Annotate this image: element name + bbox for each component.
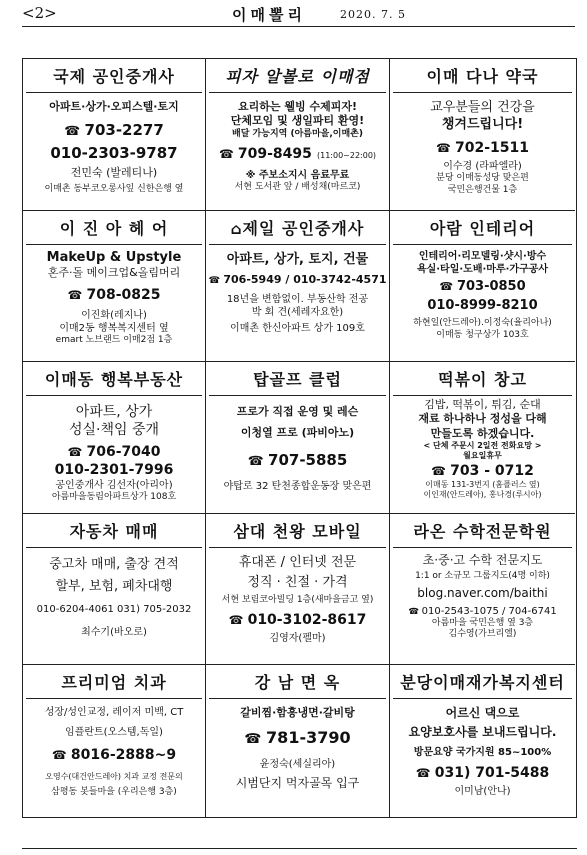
business-ad-grid [22, 58, 577, 818]
ad-owner: 공인중개사 김선자(아리아) [55, 479, 173, 491]
ad-title: 자동차 매매 [26, 516, 202, 548]
ad-title: 탑골프 클럽 [209, 364, 386, 396]
ad-card-haengbok-realty [23, 362, 206, 514]
ad-owner: 오영수(대건안드레아) 치과 교정 전문의 [45, 771, 183, 781]
ad-card-raon-math [390, 514, 575, 666]
ad-address: 이매동 131-3번지 (홈플러스 옆) [425, 480, 540, 490]
ad-card-pizza-alvolo [206, 59, 390, 211]
ad-title: ⌂ 제일 공인중개사 [209, 213, 386, 245]
ad-phone: ☎ 703 - 0712 [392, 462, 573, 480]
ad-owner: 박 회 견(세레자요한) [251, 306, 344, 318]
ad-card-tteokbokki [390, 362, 575, 514]
ad-line: 성실·책임 중개 [68, 422, 160, 439]
ad-line: 임플란트(오스템,독일) [65, 727, 163, 739]
ad-website: blog.naver.com/baithi [417, 586, 548, 601]
ad-phone: ☎ 708-0825 [25, 286, 203, 304]
ad-phone: ☎ 703-0850 [392, 279, 573, 296]
bulletin-date: 2020. 7. 5 [340, 8, 406, 21]
ad-title: 피자 알볼로 이매점 [209, 61, 386, 93]
ad-phone: ☎ 709-8495 [219, 146, 312, 162]
ad-address: 아름마을 국민은행 옆 3층 [431, 617, 534, 628]
ad-phone: ☎ 702-1511 [392, 139, 573, 157]
ad-card-jeil-realty [206, 211, 390, 363]
ad-address: 서현 보림코아빌딩 1층(새마을금고 옆) [221, 594, 374, 605]
ad-card-gangnam-myeonok [206, 665, 390, 817]
ad-title: 라온 수학전문학원 [393, 516, 572, 548]
ad-line: 성장/성인교정, 레이저 미백, CT [44, 707, 184, 719]
page-header [22, 4, 575, 27]
ad-services: 욕실·타일·도배·마루·가구공사 [416, 263, 549, 275]
ad-address: 서현 도서관 앞 / 배성채(마르코) [234, 182, 361, 193]
ad-phone: ☎ 031) 701-5488 [392, 764, 573, 782]
ad-title: 아람 인테리어 [393, 213, 572, 245]
ad-address: 이매2동 행복복지센터 옆 [59, 322, 169, 334]
ad-line: 재료 하나하나 정성을 다해 [418, 412, 547, 426]
ad-line: 어르신 댁으로 [445, 706, 520, 721]
ad-line: 프로가 직접 운영 및 레슨 [236, 405, 359, 419]
ad-closed-day: 월요일휴무 [463, 451, 502, 461]
ad-delivery-area: 배달 가능지역 (아름마을,이매촌) [232, 128, 363, 139]
ad-line: 단체모임 및 생일파티 환영! [230, 114, 365, 128]
ad-phone: ☎ 781-3790 [208, 728, 387, 749]
ad-title: 프리미엄 치과 [26, 667, 202, 699]
ad-address: 시범단지 먹자골목 입구 [235, 776, 360, 791]
ad-mobile: 010-2301-7996 [54, 461, 174, 478]
ad-title: 떡볶이 창고 [393, 364, 572, 396]
ad-address: 이매동 청구상가 103호 [436, 330, 529, 341]
ad-address: 이매촌 한신아파트 상가 109호 [230, 322, 365, 334]
ad-title: 분당이매재가복지센터 [393, 667, 572, 699]
ad-owner: 이인재(안드레아), 홍나경(루시아) [423, 490, 542, 500]
ad-card-jina-hair [23, 211, 206, 363]
ad-menu: 갈비찜·함흥냉면·갈비탕 [240, 706, 355, 720]
ad-address: 삼평동 봇들마을 (우리은행 3층) [51, 786, 177, 797]
ad-phone: ☎ 706-5949 / 010-3742-4571 [208, 273, 387, 287]
ad-card-car-sales [23, 514, 206, 666]
ad-card-premium-dental [23, 665, 206, 817]
ad-card-aram-interior [390, 211, 575, 363]
ad-notice: < 단체 주문시 2일전 전화요망 > [423, 441, 542, 451]
ad-address: 아름마을동림아파트상가 108호 [51, 491, 177, 502]
ad-address: emart 노브랜드 이매2점 1층 [55, 334, 173, 345]
ad-card-imae-welfare-center [390, 665, 575, 817]
ad-card-gukje-realty [23, 59, 206, 211]
page-bottom-rule [22, 848, 577, 849]
ad-line: 교우분들의 건강을 [430, 100, 535, 115]
ad-owner: 전민숙 (발레티나) [70, 166, 158, 180]
ad-address: 분당 이매동성당 맞은편 [436, 172, 529, 183]
ad-title: 이매 다나 약국 [393, 61, 572, 93]
ad-line: MakeUp & Upstyle [46, 249, 182, 265]
ad-card-dana-pharmacy [390, 59, 575, 211]
ad-line: 1:1 or 소규모 그룹지도(4명 이하) [415, 571, 550, 582]
ad-title: 삼대 천왕 모바일 [209, 516, 386, 548]
ad-line: 18년을 변함없이. 부동산학 전공 [226, 293, 369, 305]
ad-phone: ☎ 703-2277 [25, 121, 203, 141]
ad-mobile: 010-8999-8210 [427, 298, 538, 314]
page-number: <2> [22, 4, 57, 22]
ad-card-top-golf [206, 362, 390, 514]
ad-line: 만들도록 하겠습니다. [430, 426, 535, 440]
ad-title: 국제 공인중개사 [26, 61, 202, 93]
ad-phone: ☎ 706-7040 [25, 443, 203, 461]
ad-line: 김밥, 떡볶이, 튀김, 순대 [424, 398, 541, 412]
ad-owner: 최수기(바오로) [81, 626, 147, 638]
ad-services: 아파트, 상가, 토지, 건물 [226, 251, 369, 267]
ad-owner: 이청열 프로 (파비아노) [240, 426, 355, 440]
ad-title: 강 남 면 옥 [209, 667, 386, 699]
ad-phone: ☎ 010-3102-8617 [208, 611, 387, 629]
ad-owner: 이미남(안나) [454, 785, 511, 797]
ad-phone: ☎ 010-2543-1075 / 704-6741 [392, 605, 573, 618]
ad-address: 국민은행건물 1층 [447, 184, 518, 195]
ad-owner: 이진화(레지나) [81, 309, 147, 321]
ad-line: 할부, 보험, 폐차대행 [55, 578, 173, 594]
ad-phone: 010-6204-4061 031) 705-2032 [36, 603, 192, 615]
bulletin-title: 이매뽈리 [232, 6, 306, 24]
ad-hours: (11:00~22:00) [316, 151, 377, 161]
ad-line: 아파트, 상가 [75, 404, 153, 421]
ad-title: 이매동 행복부동산 [26, 364, 202, 396]
ad-owner: 윤정숙(세실리아) [259, 759, 336, 771]
ad-owner: 김영자(펠마) [269, 633, 326, 645]
ad-notice: ※ 주보소지시 음료무료 [245, 170, 350, 182]
ad-mobile: 010-2303-9787 [50, 143, 178, 162]
ad-line: 휴대폰 / 인터넷 전문 [238, 554, 357, 570]
ad-line: 요리하는 웰빙 수제피자! [238, 100, 357, 113]
ad-line: 중고차 매매, 출장 견적 [49, 556, 179, 572]
ad-services: 아파트·상가·오피스텔·토지 [49, 100, 179, 113]
ad-owner: 이수경 (라파엘라) [443, 160, 522, 172]
ad-address: 이매촌 동부코오롱사잎 신한은행 옆 [44, 183, 184, 194]
ad-line: 정직 · 친절 · 가격 [247, 574, 348, 590]
ad-phone: ☎ 707-5885 [208, 451, 387, 471]
ad-owner: 김수영(가브리엘) [448, 629, 517, 640]
ad-address: 야탑로 32 탄천종합운동장 맞은편 [223, 481, 372, 493]
ad-services: 인테리어·리모델링·샷시·방수 [418, 250, 547, 262]
ad-title: 이 진 아 헤 어 [26, 213, 202, 245]
ad-phone: ☎ 8016-2888~9 [25, 746, 203, 764]
ad-owner: 하현일(안드레아).이정숙(율리아나) [413, 318, 552, 329]
ad-line: 챙겨드립니다! [441, 116, 524, 132]
ad-line: 혼주·돌 메이크업&올림머리 [47, 266, 181, 280]
ad-line: 방문요양 국가지원 85~100% [413, 746, 552, 758]
ad-line: 요양보호사를 보내드립니다. [408, 724, 557, 739]
ad-line: 초·중·고 수학 전문지도 [422, 552, 543, 567]
ad-card-samdae-mobile [206, 514, 390, 666]
